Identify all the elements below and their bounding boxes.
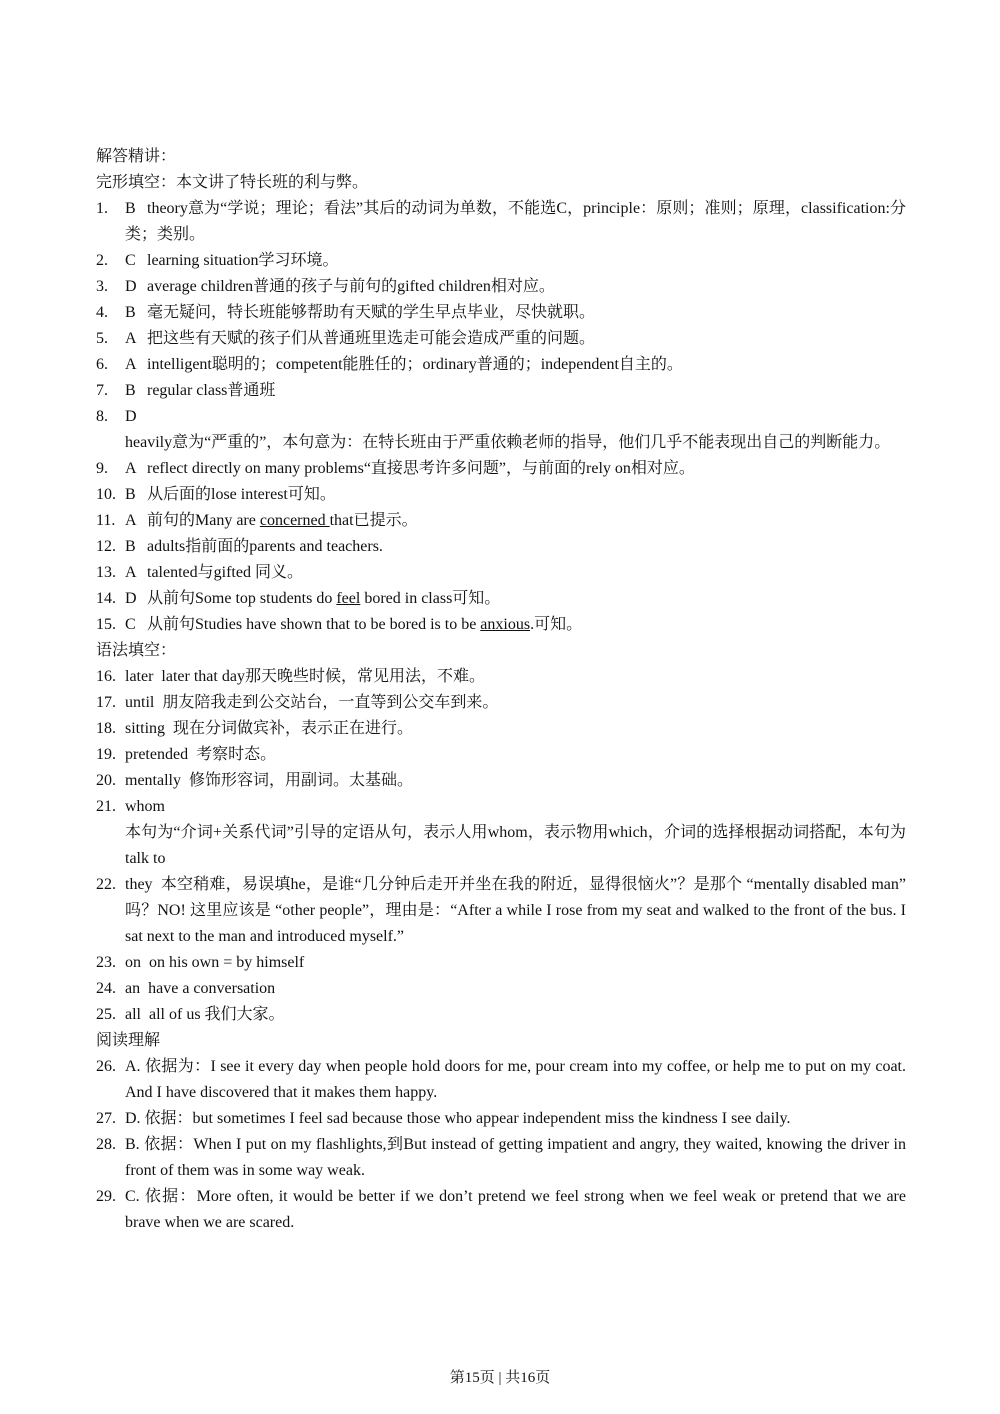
item-text: 前句的Many are bbox=[147, 512, 260, 529]
item-body bbox=[125, 690, 906, 716]
item-body bbox=[125, 534, 906, 560]
item-number: 1. bbox=[96, 200, 108, 217]
item-body bbox=[125, 586, 906, 612]
item-body bbox=[125, 1002, 906, 1028]
item-body bbox=[125, 352, 906, 378]
item-body bbox=[125, 742, 906, 768]
item-text: D. 依据：but sometimes I feel sad because those who appear independent miss the kindness I see daily. bbox=[125, 1110, 791, 1127]
item-body bbox=[125, 1054, 906, 1106]
list-item bbox=[96, 664, 906, 690]
item-body bbox=[125, 404, 906, 430]
list-item bbox=[96, 768, 906, 794]
list-item bbox=[96, 872, 906, 950]
item-answer: B bbox=[125, 304, 136, 321]
item-text: 朋友陪我走到公交站台，一直等到公交车到来。 bbox=[162, 694, 499, 711]
item-number: 29. bbox=[96, 1188, 116, 1205]
item-text: on his own = by himself bbox=[149, 954, 305, 971]
list-item bbox=[96, 586, 906, 612]
item-text: regular class普通班 bbox=[147, 382, 276, 399]
item-number: 7. bbox=[96, 382, 108, 399]
item-answer: later bbox=[125, 668, 154, 685]
item-text: learning situation学习环境。 bbox=[147, 252, 339, 269]
item-answer: B bbox=[125, 538, 136, 555]
item-answer: all bbox=[125, 1006, 141, 1023]
item-number: 16. bbox=[96, 668, 116, 685]
item-text: 从前句Studies have shown that to be bored is to be bbox=[147, 616, 481, 633]
item-answer: they bbox=[125, 876, 153, 893]
item-number: 11. bbox=[96, 512, 116, 529]
item-body bbox=[125, 716, 906, 742]
item-body bbox=[125, 664, 906, 690]
item-number: 10. bbox=[96, 486, 116, 503]
item-body bbox=[125, 508, 906, 534]
item-body bbox=[125, 950, 906, 976]
item-number: 14. bbox=[96, 590, 116, 607]
item-number: 8. bbox=[96, 408, 108, 425]
item-number: 6. bbox=[96, 356, 108, 373]
list-item bbox=[96, 378, 906, 404]
item-answer: C bbox=[125, 616, 136, 633]
grammar-list bbox=[96, 664, 906, 1028]
heading-grammar: 语法填空： bbox=[96, 642, 177, 659]
item-text: intelligent聪明的；competent能胜任的；ordinary普通的；independent自主的。 bbox=[147, 356, 683, 373]
list-item bbox=[96, 404, 906, 430]
page-footer: 第15页 | 共16页 bbox=[449, 1370, 551, 1386]
item-answer: pretended bbox=[125, 746, 189, 763]
item-body bbox=[125, 1106, 906, 1132]
item-text: bored in class可知。 bbox=[360, 590, 501, 607]
list-item bbox=[96, 508, 906, 534]
item-answer: sitting bbox=[125, 720, 166, 737]
list-item bbox=[96, 1184, 906, 1236]
item-body bbox=[125, 300, 906, 326]
item-answer: mentally bbox=[125, 772, 181, 789]
item-text: have a conversation bbox=[148, 980, 276, 997]
item-text: 本句为“介词+关系代词”引导的定语从句，表示人用whom，表示物用which，介词的选择根据动词搭配，本句为talk to bbox=[125, 824, 906, 867]
list-item bbox=[96, 326, 906, 352]
item-text: talented与gifted 同义。 bbox=[147, 564, 303, 581]
list-item bbox=[96, 690, 906, 716]
item-text: 从前句Some top students do bbox=[147, 590, 337, 607]
cloze-list bbox=[96, 196, 906, 638]
list-item bbox=[96, 1002, 906, 1028]
item-body bbox=[125, 976, 906, 1002]
item-number: 24. bbox=[96, 980, 116, 997]
item-body bbox=[125, 326, 906, 352]
list-item bbox=[96, 976, 906, 1002]
item-text: average children普通的孩子与前句的gifted children相对应。 bbox=[147, 278, 555, 295]
item-number bbox=[96, 820, 125, 872]
list-item bbox=[96, 300, 906, 326]
item-number: 25. bbox=[96, 1006, 116, 1023]
item-answer: A bbox=[125, 356, 137, 373]
item-number: 23. bbox=[96, 954, 116, 971]
item-text: 考察时态。 bbox=[196, 746, 277, 763]
item-number: 2. bbox=[96, 252, 108, 269]
item-text: adults指前面的parents and teachers. bbox=[147, 538, 383, 555]
item-text: 现在分词做宾补，表示正在进行。 bbox=[173, 720, 414, 737]
item-text: 把这些有天赋的孩子们从普通班里选走可能会造成严重的问题。 bbox=[147, 330, 596, 347]
item-text: 本空稍难，易误填he，是谁“几分钟后走开并坐在我的附近，显得很恼火”？是那个 “mentally disabled man” 吗？NO! 这里应该是 “other people”，理由是：“After a while I rose from my seat and walked to the front of the bus. I sat next to the man and introduced myself.” bbox=[125, 876, 906, 945]
item-body bbox=[125, 794, 906, 820]
item-answer: A bbox=[125, 460, 137, 477]
list-item bbox=[96, 716, 906, 742]
item-text: 毫无疑问，特长班能够帮助有天赋的学生早点毕业，尽快就职。 bbox=[147, 304, 596, 321]
list-item bbox=[96, 950, 906, 976]
item-text: reflect directly on many problems“直接思考许多问题”，与前面的rely on相对应。 bbox=[147, 460, 695, 477]
item-answer: D bbox=[125, 278, 137, 295]
item-answer: D bbox=[125, 590, 137, 607]
item-body bbox=[125, 820, 906, 872]
underlined-text: anxious bbox=[480, 616, 531, 633]
reading-list bbox=[96, 1054, 906, 1236]
heading-reading: 阅读理解 bbox=[96, 1032, 161, 1049]
list-item bbox=[96, 352, 906, 378]
item-text: 从后面的lose interest可知。 bbox=[147, 486, 336, 503]
list-item bbox=[96, 794, 906, 820]
item-text: that已提示。 bbox=[329, 512, 418, 529]
item-body bbox=[125, 768, 906, 794]
item-text: A. 依据为：I see it every day when people hold doors for me, pour cream into my coffee, or help me to put on my coat. And I have discovered that it makes them happy. bbox=[125, 1058, 906, 1101]
item-number: 27. bbox=[96, 1110, 116, 1127]
item-text: C. 依据：More often, it would be better if we don’t pretend we feel strong when we feel weak or pretend that we are brave when we are scared. bbox=[125, 1188, 906, 1231]
item-number: 17. bbox=[96, 694, 116, 711]
item-number: 4. bbox=[96, 304, 108, 321]
item-text: B. 依据：When I put on my flashlights,到But instead of getting impatient and angry, they waited, knowing the driver in front of them was in some way weak. bbox=[125, 1136, 906, 1179]
list-item bbox=[96, 820, 906, 872]
item-number: 18. bbox=[96, 720, 116, 737]
item-number bbox=[96, 430, 125, 456]
list-item bbox=[96, 742, 906, 768]
item-body bbox=[125, 196, 906, 248]
item-body bbox=[125, 1132, 906, 1184]
list-item bbox=[96, 1106, 906, 1132]
item-answer: A bbox=[125, 564, 137, 581]
list-item bbox=[96, 456, 906, 482]
list-item bbox=[96, 1054, 906, 1106]
list-item bbox=[96, 196, 906, 248]
item-answer: A bbox=[125, 330, 137, 347]
item-number: 9. bbox=[96, 460, 108, 477]
item-body bbox=[125, 274, 906, 300]
item-text: theory意为“学说；理论；看法”其后的动词为单数，不能选C，principle：原则；准则；原理，classification:分类；类别。 bbox=[125, 200, 906, 243]
item-answer: D bbox=[125, 408, 137, 425]
item-answer: an bbox=[125, 980, 141, 997]
underlined-text: concerned bbox=[259, 512, 330, 529]
item-answer: B bbox=[125, 382, 136, 399]
item-body bbox=[125, 248, 906, 274]
item-text: all of us 我们大家。 bbox=[149, 1006, 285, 1023]
heading-explain: 解答精讲： bbox=[96, 148, 177, 165]
item-text: 修饰形容词，用副词。太基础。 bbox=[188, 772, 413, 789]
item-number: 28. bbox=[96, 1136, 116, 1153]
list-item bbox=[96, 248, 906, 274]
list-item bbox=[96, 482, 906, 508]
item-answer: B bbox=[125, 486, 136, 503]
list-item bbox=[96, 612, 906, 638]
item-body bbox=[125, 612, 906, 638]
item-body bbox=[125, 456, 906, 482]
item-number: 5. bbox=[96, 330, 108, 347]
list-item bbox=[96, 1132, 906, 1184]
item-answer: B bbox=[125, 200, 136, 217]
item-number: 21. bbox=[96, 798, 116, 815]
item-number: 13. bbox=[96, 564, 116, 581]
list-item bbox=[96, 534, 906, 560]
item-number: 3. bbox=[96, 278, 108, 295]
item-answer: C bbox=[125, 252, 136, 269]
list-item bbox=[96, 560, 906, 586]
item-text: later that day那天晚些时候，常见用法，不难。 bbox=[161, 668, 485, 685]
item-body bbox=[125, 378, 906, 404]
item-body bbox=[125, 482, 906, 508]
item-answer: until bbox=[125, 694, 155, 711]
item-number: 20. bbox=[96, 772, 116, 789]
item-body bbox=[125, 1184, 906, 1236]
item-answer: on bbox=[125, 954, 141, 971]
list-item bbox=[96, 274, 906, 300]
item-text: heavily意为“严重的”，本句意为：在特长班由于严重依赖老师的指导，他们几乎不能表现出自己的判断能力。 bbox=[125, 434, 891, 451]
list-item bbox=[96, 430, 906, 456]
item-number: 19. bbox=[96, 746, 116, 763]
item-text: .可知。 bbox=[530, 616, 583, 633]
heading-cloze: 完形填空：本文讲了特长班的利与弊。 bbox=[96, 174, 369, 191]
answer-explanations bbox=[96, 144, 906, 1236]
item-number: 12. bbox=[96, 538, 116, 555]
item-answer: A bbox=[125, 512, 137, 529]
item-answer: whom bbox=[125, 798, 165, 815]
item-number: 15. bbox=[96, 616, 116, 633]
item-body bbox=[125, 560, 906, 586]
item-body bbox=[125, 872, 906, 950]
underlined-text: feel bbox=[336, 590, 361, 607]
item-body bbox=[125, 430, 906, 456]
item-number: 22. bbox=[96, 876, 116, 893]
item-number: 26. bbox=[96, 1058, 116, 1075]
